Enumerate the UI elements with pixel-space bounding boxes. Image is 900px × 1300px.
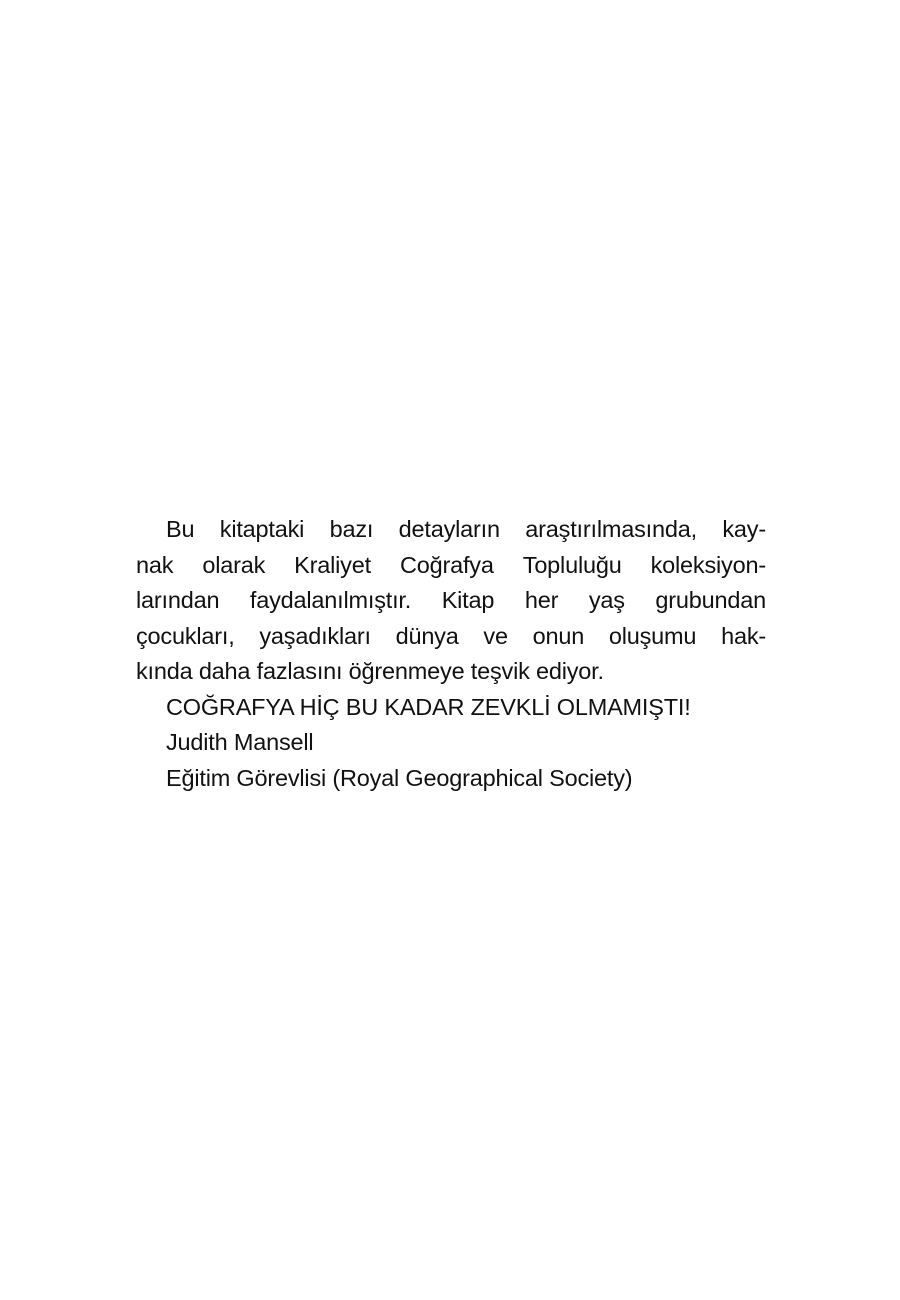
word: araştırılmasında, [525, 516, 697, 542]
word: kay- [722, 516, 766, 542]
word: çocukları, [136, 622, 235, 649]
word: olarak [202, 551, 266, 578]
word: yaş [588, 587, 625, 613]
word: grubundan [655, 587, 766, 613]
paragraph-last-line: kında daha fazlasını öğrenmeye teşvik ediyor. [136, 658, 604, 684]
word: oluşumu [608, 622, 697, 649]
paragraph-line-1 [136, 512, 766, 548]
word: larından [136, 587, 220, 613]
paragraph-line-2 [136, 548, 766, 584]
author-name: Judith Mansell [166, 729, 314, 755]
word: Bu [166, 516, 195, 542]
paragraph-line-3 [136, 583, 766, 619]
word: dünya [395, 622, 459, 649]
word: hak- [721, 622, 766, 649]
word: kitaptaki [219, 516, 305, 542]
word: her [524, 587, 559, 613]
word: bazı [329, 516, 374, 542]
paragraph-line-4 [136, 619, 766, 655]
word: ve [483, 622, 508, 649]
word: detayların [398, 516, 500, 542]
word: koleksiyon- [650, 551, 766, 578]
author-title: Eğitim Görevlisi (Royal Geographical Society) [166, 764, 633, 791]
word: Kitap [441, 587, 495, 613]
word: onun [532, 622, 585, 649]
word: Kraliyet [294, 551, 371, 578]
word: faydalanılmıştır. [249, 587, 412, 613]
word: nak [136, 551, 174, 578]
word: yaşadıkları [259, 622, 371, 649]
slogan: COĞRAFYA HİÇ BU KADAR ZEVKLİ OLMAMIŞTI! [166, 693, 691, 720]
foreword-text [136, 512, 766, 796]
word: Coğrafya [399, 551, 494, 578]
word: Topluluğu [522, 551, 622, 578]
